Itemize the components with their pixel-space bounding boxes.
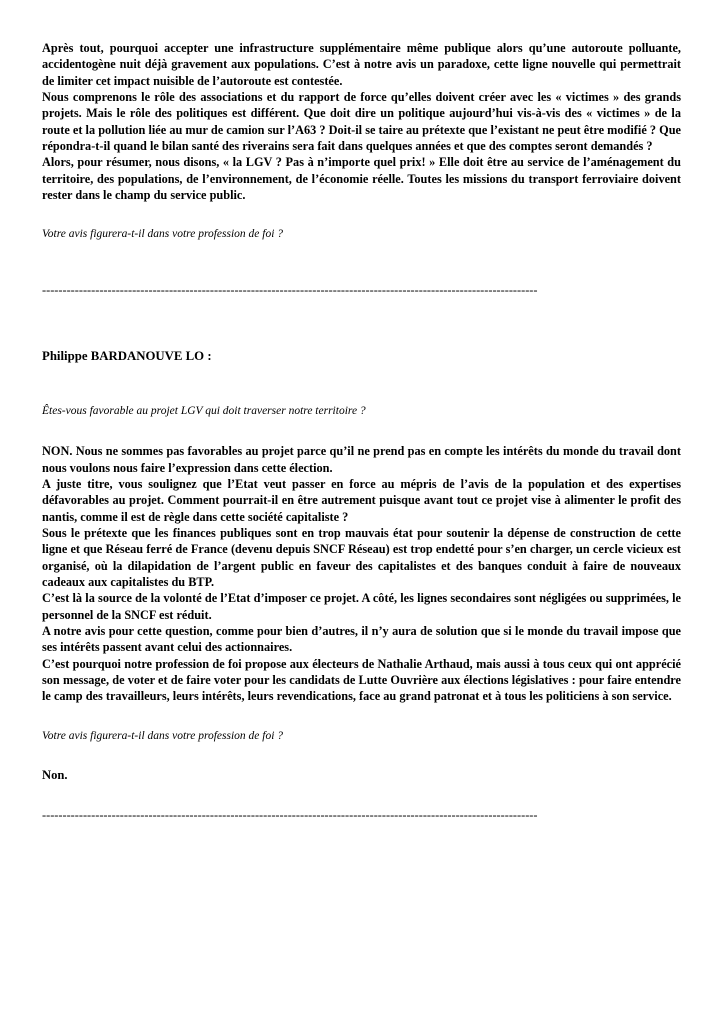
answer-paragraph-6: C’est pourquoi notre profession de foi propose aux électeurs de Nathalie Arthaud, mais aussi à tous ceux qui ont apprécié son message, de voter et de faire voter pour les candidats de Lutte Ouvrière aux élections législatives : pour faire entendre le camp des travailleurs, leurs intérêts, leurs revendications, face au grand patronat et à tous les politiciens à son service. <box>42 656 681 704</box>
spacer <box>42 419 681 443</box>
spacer <box>42 298 681 338</box>
answer-paragraph-3: Sous le prétexte que les finances publiques sont en trop mauvais état pour soutenir la dépense de construction de cette ligne et que Réseau ferré de France (devenu depuis SNCF Réseau) est trop endetté pour s’en charger, un cercle vicieux est organisé, où la dilapidation de l’argent public en faveur des capitalistes et des banques conduit à faire de nouveaux cadeaux aux capitalistes du BTP. <box>42 526 681 590</box>
spacer <box>42 364 681 404</box>
intro-paragraph-1: Après tout, pourquoi accepter une infrastructure supplémentaire même publique alors qu’une autoroute polluante, accidentogène nuit déjà gravement aux populations. C’est à notre avis un paradoxe, cette ligne nouvelle qui permettrait de limiter cet impact nuisible de l’autoroute est contestée. <box>42 41 681 88</box>
answer-paragraph-4: C’est là la source de la volonté de l’Etat d’imposer ce projet. A côté, les lignes secondaires sont négligées ou supprimées, le personnel de la SNCF est réduit. <box>42 591 681 622</box>
intro-paragraph-2: Nous comprenons le rôle des associations et du rapport de force qu’elles doivent créer avec les « victimes » des grands projets. Mais le rôle des politiques est différent. Que doit dire un politique aujourd’hui vis-à-vis des « victimes » de la route et la pollution liée au mur de camion sur l’A63 ? Doit-il se taire au prétexte que l’existant ne peut être modifié ? Que répondra-t-il quand le bilan santé des riverains sera fait dans quelques années et que des comptes seront demandés ? <box>42 90 681 154</box>
spacer <box>42 744 681 768</box>
question-2: Votre avis figurera-t-il dans votre profession de foi ? <box>42 729 284 742</box>
question-1: Êtes-vous favorable au projet LGV qui doit traverser notre territoire ? <box>42 405 366 418</box>
divider-bottom: ------------------------------------------------------------------------------------------------------------------------- <box>42 807 538 822</box>
divider-top: ------------------------------------------------------------------------------------------------------------------------- <box>42 283 538 298</box>
intro-question: Votre avis figurera-t-il dans votre profession de foi ? <box>42 228 284 241</box>
intro-section <box>42 40 681 203</box>
answer-paragraph-1: NON. Nous ne sommes pas favorables au projet parce qu’il ne prend pas en compte les intérêts du monde du travail dont nous voulons nous faire l’expression dans cette élection. <box>42 444 681 475</box>
spacer <box>42 705 681 729</box>
answer-2: Non. <box>42 767 68 782</box>
answer-paragraph-5: A notre avis pour cette question, comme pour bien d’autres, il n’y aura de solution que si le monde du travail impose que ses intérêts passent avant celui des actionnaires. <box>42 624 681 655</box>
spacer <box>42 203 681 227</box>
intro-paragraph-3: Alors, pour résumer, nous disons, « la LGV ? Pas à n’importe quel prix! » Elle doit être au service de l’aménagement du territoire, des populations, de l’environnement, de l’économie réelle. Toutes les missions du transport ferroviaire doivent rester dans le champ du service public. <box>42 155 681 203</box>
spacer <box>42 783 681 807</box>
spacer <box>42 242 681 282</box>
answer-paragraph-2: A juste titre, vous soulignez que l’Etat veut passer en force au mépris de l’avis de la population et des expertises défavorables au projet. Comment pourrait-il en être autrement puisque avant tout ce projet vise à alimenter le profit des nantis, comme il est de règle dans cette société capitaliste ? <box>42 477 681 524</box>
answer-section <box>42 443 681 705</box>
candidate-name: Philippe BARDANOUVE LO : <box>42 349 212 364</box>
spacer <box>42 338 681 349</box>
